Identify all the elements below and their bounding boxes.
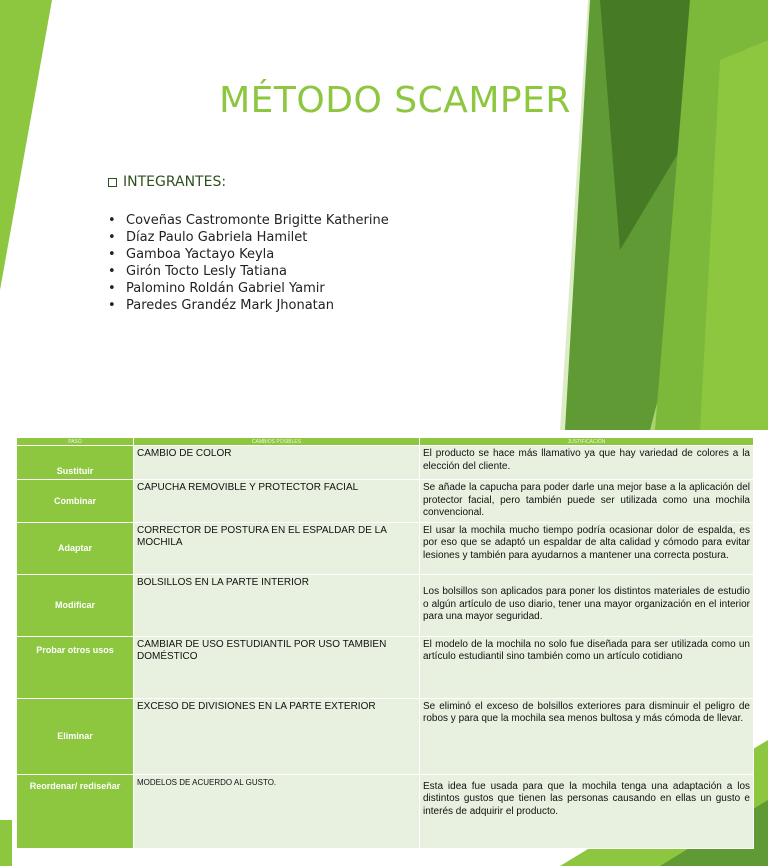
- left-green-stripe: [0, 0, 52, 290]
- bullet-icon: •: [108, 264, 116, 279]
- header-cambios: CAMBIOS POSIBLES: [134, 438, 420, 446]
- paso-cell: Sustituir: [17, 446, 134, 480]
- bottom-left-strip: [0, 820, 12, 866]
- bullet-icon: •: [108, 247, 116, 262]
- table-header-row: [17, 438, 754, 446]
- header-paso: PASO: [17, 438, 134, 446]
- page-title: MÉTODO SCAMPER: [219, 80, 571, 121]
- cambio-cell: CAMBIO DE COLOR: [134, 446, 420, 480]
- table-row: [17, 698, 754, 774]
- justificacion-cell: Esta idea fue usada para que la mochila tenga una adaptación a los distintos gustos que tienen las personas causando en ellas un gusto e interés de adquirir el producto.: [420, 774, 754, 848]
- bullet-icon: •: [108, 230, 116, 245]
- justificacion-cell: El usar la mochila mucho tiempo podría ocasionar dolor de espalda, es por eso que se adaptó un espaldar de alta calidad y cómodo para evitar lesiones y también para ayudarnos a mantener una correcta postura.: [420, 522, 754, 574]
- justificacion-cell: Los bolsillos son aplicados para poner los distintos materiales de estudio o algún artículo de uso diario, tener una mayor organización en el interior para una mayor seguridad.: [420, 574, 754, 636]
- list-item: • Gamboa Yactayo Keyla: [108, 247, 275, 262]
- list-item: • Girón Tocto Lesly Tatiana: [108, 264, 287, 279]
- checkbox-bullet-icon: [108, 178, 117, 187]
- paso-cell: Probar otros usos: [17, 636, 134, 698]
- justificacion-cell: El producto se hace más llamativo ya que hay variedad de colores a la elección del cliente.: [420, 446, 754, 480]
- table-row: [17, 574, 754, 636]
- table-row: [17, 446, 754, 480]
- list-item: • Palomino Roldán Gabriel Yamir: [108, 281, 325, 296]
- integrantes-heading: [108, 174, 226, 190]
- header-justificacion: JUSTIFICACIÓN: [420, 438, 754, 446]
- bullet-icon: •: [108, 213, 116, 228]
- cambio-cell: MODELOS DE ACUERDO AL GUSTO.: [134, 774, 420, 848]
- list-item: • Paredes Grandéz Mark Jhonatan: [108, 298, 334, 313]
- paso-cell: Modificar: [17, 574, 134, 636]
- integrantes-label: INTEGRANTES:: [123, 174, 227, 190]
- cambio-cell: BOLSILLOS EN LA PARTE INTERIOR: [134, 574, 420, 636]
- paso-cell: Combinar: [17, 480, 134, 523]
- list-item: • Díaz Paulo Gabriela Hamilet: [108, 230, 308, 245]
- table-row: [17, 480, 754, 523]
- bullet-icon: •: [108, 281, 116, 296]
- cambio-cell: CAPUCHA REMOVIBLE Y PROTECTOR FACIAL: [134, 480, 420, 523]
- table-row: [17, 774, 754, 848]
- justificacion-cell: Se eliminó el exceso de bolsillos exteriores para disminuir el peligro de robos y para que la mochila sea menos bultosa y más cómoda de llevar.: [420, 698, 754, 774]
- members-list: [108, 212, 389, 314]
- paso-cell: Adaptar: [17, 522, 134, 574]
- justificacion-cell: El modelo de la mochila no solo fue diseñada para ser utilizada como un artículo estudiantil sino también como un artículo cotidiano: [420, 636, 754, 698]
- cambio-cell: CAMBIAR DE USO ESTUDIANTIL POR USO TAMBIEN DOMÉSTICO: [134, 636, 420, 698]
- cambio-cell: CORRECTOR DE POSTURA EN EL ESPALDAR DE LA MOCHILA: [134, 522, 420, 574]
- table-row: [17, 636, 754, 698]
- justificacion-cell: Se añade la capucha para poder darle una mejor base a la aplicación del protector facial, pero también puede ser utilizada como una mochila convencional.: [420, 480, 754, 523]
- cambio-cell: EXCESO DE DIVISIONES EN LA PARTE EXTERIOR: [134, 698, 420, 774]
- scamper-table: [16, 437, 754, 849]
- bullet-icon: •: [108, 298, 116, 313]
- paso-cell: Reordenar/ rediseñar: [17, 774, 134, 848]
- paso-cell: Eliminar: [17, 698, 134, 774]
- table-row: [17, 522, 754, 574]
- list-item: • Coveñas Castromonte Brigitte Katherine: [108, 213, 389, 228]
